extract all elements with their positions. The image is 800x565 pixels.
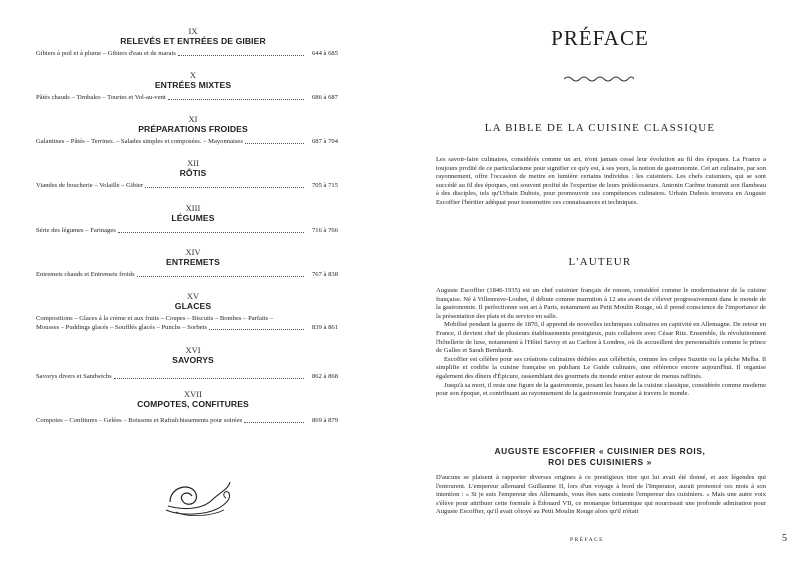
toc-entry-text: Gibiers à poil et à plume – Gibiers d'eau et de marais: [36, 50, 176, 57]
section-heading: LA BIBLE DE LA CUISINE CLASSIQUE: [484, 122, 716, 134]
toc-entry: [36, 372, 350, 381]
leader-dots: [209, 329, 304, 330]
toc-entry-text: Compositions – Glaces à la crème et aux fruits – Coupes – Biscuits – Bombes – Parfaits –: [36, 315, 274, 322]
page-number: 5: [782, 533, 787, 544]
toc-section: [36, 345, 350, 381]
flourish-ornament-icon: [162, 472, 234, 518]
toc-entry: [36, 416, 350, 425]
leader-dots: [168, 99, 304, 100]
section-number: X: [189, 70, 197, 80]
toc-entry-text: Entremets chauds et Entremets froids: [36, 271, 135, 278]
section-title: ENTREMETS: [166, 257, 220, 267]
toc-page-range: 687 à 704: [312, 138, 339, 145]
section-number: XI: [188, 114, 198, 124]
toc-page-range: 644 à 685: [312, 50, 339, 57]
leader-dots: [245, 143, 304, 144]
toc-page-range: 716 à 766: [312, 227, 339, 234]
paragraph: Jusqu'à sa mort, il reste une figure de la gastronomie, posant les bases de la cuisine classique, considérée comme moderne pour son époque, et contribuant au rayonnement de la gastronomie française à travers le monde.: [436, 381, 766, 398]
toc-page-range: 686 à 687: [312, 94, 339, 101]
paragraph-block: [436, 156, 766, 208]
toc-entry-text: Pâtés chauds – Timbales – Tourtes et Vol-au-vent: [36, 94, 166, 101]
section-title: LÉGUMES: [171, 213, 215, 223]
toc-entry: [36, 93, 350, 102]
section-title: GLACES: [174, 301, 212, 311]
toc-page-range: 705 à 715: [312, 182, 339, 189]
paragraph: Mobilisé pendant la guerre de 1870, il apprend de nouvelles techniques culinaires en captivité en Allemagne. De retour en France, il devient chef de plusieurs établissements prestigieux, puis collabore avec César Ritz. Ensemble, ils révolutionnent l'hôtellerie de luxe, notamment à l'Hôtel Savoy et au Carlton à Londres, où ils accueillent des personnalités comme le prince de Galles et Sarah Bernhardt.: [436, 321, 766, 355]
toc-entry-text: Savorys divers et Sandwichs: [36, 373, 112, 380]
leader-dots: [118, 232, 304, 233]
section-number: XVII: [184, 389, 202, 399]
toc-page-range: 862 à 868: [312, 373, 339, 380]
subsection-heading: [400, 446, 800, 468]
toc-page-range: 869 à 879: [312, 417, 339, 424]
leader-dots: [178, 55, 304, 56]
section-title: SAVORYS: [172, 355, 214, 365]
section-title: RÔTIS: [179, 168, 207, 178]
toc-entry: [36, 270, 350, 279]
toc-page-range: 839 à 861: [312, 324, 339, 331]
paragraph: Auguste Escoffier (1846-1935) est un chef cuisinier français de renom, considéré comme le modernisateur de la cuisine française. Né à Villeneuve-Loubet, il débute comme marmiton à 12 ans avant de s'élever progressivement dans le monde de la gastronomie. Il perfectionne son art à Paris, notamment au Petit Moulin Rouge, où il prend conscience de l'importance de la présentation des plats et du service en salle.: [436, 287, 766, 320]
section-number: XVI: [185, 345, 201, 355]
paragraph: Escoffier est célèbre pour ses créations culinaires dédiées aux célébrités, comme les crêpes Suzette ou la pêche Melba. Il simplifie et codifie la cuisine française en publiant Le Guide culinaire, une référence encore aujourd'hui. Il organise également des dîners d'Épicure, rassemblant des gourmets du monde entier autour de menus raffinés.: [436, 355, 766, 380]
section-number: XIV: [185, 247, 201, 257]
toc-section: [36, 203, 350, 235]
preface-page: [400, 0, 800, 565]
leader-dots: [244, 422, 304, 423]
toc-entry-text: Viandes de boucherie – Volaille – Gibier: [36, 182, 144, 189]
leader-dots: [114, 378, 304, 379]
section-number: XIII: [185, 203, 201, 213]
toc-entry-text: Mousses – Puddings glacés – Soufflés glacés – Punchs – Sorbets: [36, 324, 207, 331]
toc-section: [36, 247, 350, 279]
paragraph: D'aucuns se plaisent à rapporter diverses origines à ce prestigieux titre qui lui avait été donné, et aux légendes qui l'entourent. L'empereur allemand Guillaume II, lors d'un voyage à bord de l'Imperator, aurait prononcé ces mots à son intention : « Si je suis l'empereur des Allemands, vous êtes sans conteste l'empereur des cuisiniers. » Mais une autre voix s'élève pour attribuer cette formule à Édouard VII, ce monarque britannique qui nourrissait une profonde admiration pour Auguste Escoffier, qu'il avait côtoyé au Petit Moulin Rouge alors qu'il n'était: [436, 474, 766, 516]
subsection-heading-line: ROI DES CUISINIERS »: [548, 457, 652, 467]
subsection-heading-line: AUGUSTE ESCOFFIER « CUISINIER DES ROIS,: [494, 446, 706, 456]
paragraph: Les savoir-faire culinaires, considérés comme un art, n'ont jamais cessé leur évolution au fil des époques. La France a toujours profité de ce particularisme pour signifier ce qu'y est, à ses yeux, la notion de gastronomie. Cet art culinaire, par son rayonnement, offre l'occasion de mettre en lumière certains individus : les cuisiniers. Les chefs cuisiniers, qui se sont succédé au fil des époques, ont souvent profité de l'expertise de leurs prédécesseurs. Antonin Carême transmit son flambeau à des disciples, tels qu'Urbain Dubois, pour promouvoir ces compétences culinaires. Urbain Dubois trouvera en Auguste Escoffier l'héritier adéquat pour transmettre ces connaissances et techniques.: [436, 156, 766, 206]
section-number: IX: [188, 26, 198, 36]
toc-entry: [36, 137, 350, 146]
toc-section: [36, 70, 350, 102]
section-title: ENTRÉES MIXTES: [154, 80, 232, 90]
toc-entry-text: Galantines – Pâtés – Terrines. – Salades simples et composées. – Mayonnaises: [36, 138, 243, 145]
toc-section: [36, 158, 350, 190]
section-number: XV: [186, 291, 200, 301]
section-title: COMPOTES, CONFITURES: [137, 399, 249, 409]
leader-dots: [145, 187, 304, 188]
toc-entry: [36, 226, 350, 235]
running-footer: PRÉFACE: [570, 537, 604, 543]
toc-section: [36, 291, 350, 332]
toc-section: [36, 114, 350, 146]
toc-section: [36, 389, 350, 425]
toc-entry: [36, 181, 350, 190]
toc-entry: [36, 49, 350, 58]
toc-entry-text: Compotes – Confitures – Gelées – Boissons et Rafraîchissements pour soirées: [36, 417, 243, 424]
toc-section: [36, 26, 350, 58]
page-title: PRÉFACE: [551, 26, 649, 50]
toc-entry-text: Série des légumes – Farinages: [36, 227, 116, 234]
toc-page-range: 767 à 838: [312, 271, 339, 278]
leader-dots: [137, 276, 304, 277]
section-number: XII: [187, 158, 199, 168]
section-title: PRÉPARATIONS FROIDES: [138, 124, 248, 134]
section-title: RELEVÉS ET ENTRÉES DE GIBIER: [120, 36, 266, 46]
toc-entry: [36, 314, 350, 332]
section-heading: L'AUTEUR: [568, 256, 632, 268]
paragraph-block: [436, 287, 766, 399]
wavy-rule-icon: [564, 74, 634, 84]
paragraph-block: [436, 474, 766, 517]
